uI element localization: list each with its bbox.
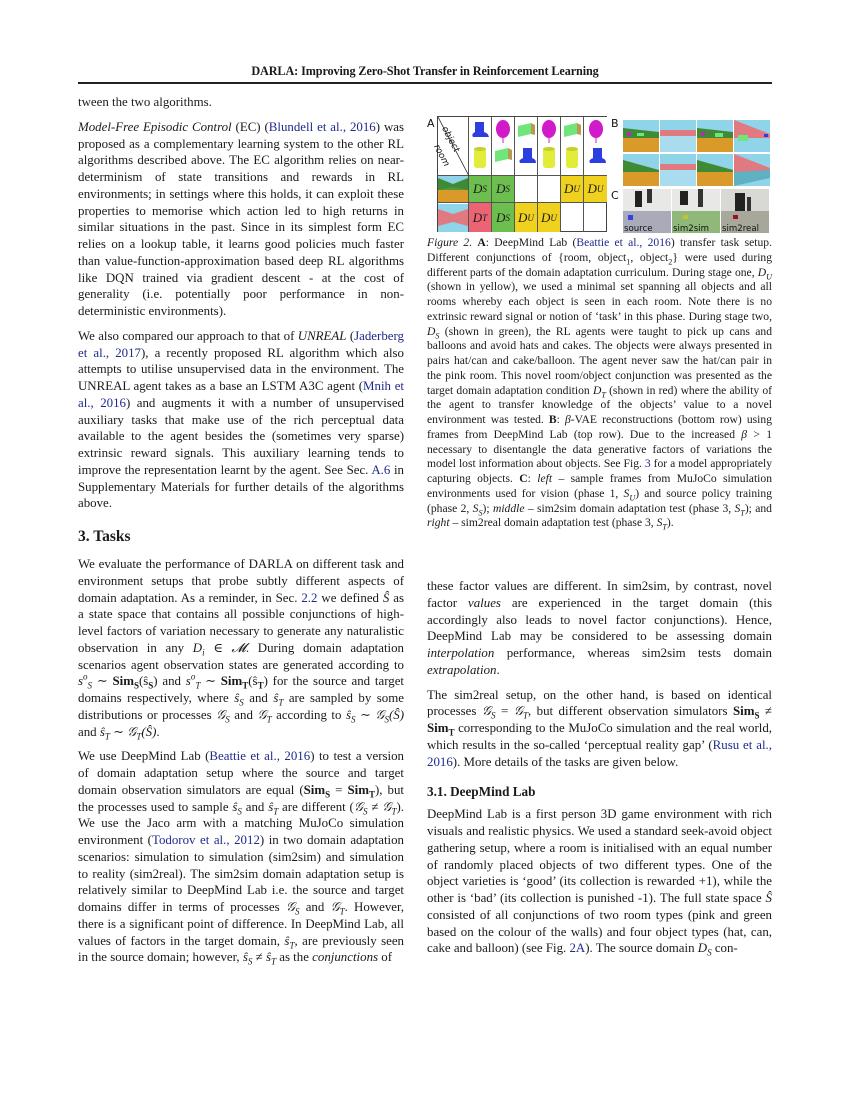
object-pair-6: [584, 117, 607, 176]
frame-sim2sim: [672, 189, 720, 234]
caption-figure-label: Figure 2.: [427, 236, 473, 249]
left-column: [78, 94, 404, 974]
term-ec: Model-Free Episodic Control: [78, 119, 232, 134]
green-room-icon: [438, 176, 468, 202]
cell-pink-5: [561, 203, 584, 232]
cell-green-4: [538, 176, 561, 203]
panel-label-a: A: [427, 117, 435, 130]
ref-section-a6[interactable]: A.6: [371, 462, 391, 477]
right-column: [427, 578, 772, 965]
cell-pink-4: D U: [538, 203, 561, 232]
ref-fig-2a[interactable]: 2A: [569, 941, 586, 956]
object-pair-2: [492, 117, 515, 176]
label-sim2real: sim2real: [722, 224, 759, 234]
caption-citation-beattie[interactable]: Beattie et al., 2016: [576, 236, 671, 249]
panel-label-b: B: [611, 117, 619, 130]
balloon-can-icon: [538, 118, 560, 174]
term-unreal: UNREAL: [297, 328, 347, 343]
balloon-cake-icon: [492, 118, 514, 174]
object-pair-1: [469, 117, 492, 176]
paragraph-interpolation-extrapolation: these factor values are different. In sim2sim, by contrast, novel factor values are experienced in the target domain (this accordingly also leads to novel factor conjunctions). Hence, DeepMind Lab may be considered to be assessing domain interpolation performance, whereas sim2sim tests domain extrapolation.: [427, 579, 772, 677]
cell-green-5: D U: [561, 176, 584, 203]
cell-pink-2: D S: [492, 203, 515, 232]
object-pair-5: [561, 117, 584, 176]
hat-can-icon: [469, 118, 491, 174]
figure-2: [427, 116, 772, 234]
domain-grid: [431, 116, 607, 232]
paragraph-tasks-intro: We evaluate the performance of DARLA on different task and environment setups that probe subtly different aspects of domain adaptation. As a reminder, in Sec. 2.2 we defined Ŝ as a state space that contains all possible conjunctions of high-level factors of variation necessary to generate any naturalistic observation in any $D_i$ ∈ 𝓜. During domain adaptation scenarios agent observation states are generated according to $s^o_S$ ∼ $Sim_S(ŝ_S)$ and $s^o_T$ ∼ $Sim_T(ŝ_T)$ for the source and target domains respectively, where $ŝ_S$ and $ŝ_T$ are sampled by some distributions or processes 𝒢$_S$ and 𝒢$_T$ according to $ŝ_S$ ∼ 𝒢$_S$(Ŝ) and $ŝ_T$ ∼ 𝒢$_T$(Ŝ).: [78, 557, 405, 742]
cake-can-icon: [561, 118, 583, 174]
cell-pink-3: D U: [515, 203, 538, 232]
paragraph-continuation: tween the two algorithms.: [78, 95, 212, 109]
object-pair-4: [538, 117, 561, 176]
paragraph-deepmind-lab: DeepMind Lab is a first person 3D game environment with rich visuals and realistic physics. We used a standard seek-avoid object gathering setup, where a room is initialised with an equal number of randomly placed objects of two different types. One of the object varieties is ‘good’ (its collection is rewarded +1), while the other is ‘bad’ (its collection is punished -1). The full state space Ŝ consisted of all conjunctions of two room types (pink and green based on the colour of the walls) and four object types (hat, can, cake and balloon) (see Fig. 2A). The source domain $D_S$ con-: [427, 807, 772, 958]
paragraph-unreal: We also compared our approach to that of UNREAL (Jaderberg et al., 2017), a recently proposed RL algorithm which also attempts to utilise unsupervised data in the environment. The UNREAL agent takes as a base an LSTM A3C agent (Mnih et al., 2016) and augments it with a number of unsupervised auxiliary tasks that make use of the rich perceptual data available to the agent besides the (sometimes very sparse) extrinsic reward signals. This auxiliary learning tends to improve the representation learnt by the agent. See Sec. A.6 in Supplementary Materials for further details of the algorithms above.: [78, 328, 405, 511]
cake-hat-icon: [515, 118, 537, 174]
frame-sim2real: [721, 189, 769, 234]
citation-jaderberg[interactable]: Jaderberg et al., 2017: [78, 328, 404, 360]
header-rule: [78, 82, 772, 84]
label-object: object: [439, 125, 462, 155]
citation-rusu[interactable]: Rusu et al., 2016: [427, 737, 772, 769]
cell-pink-6: [584, 203, 607, 232]
subsection-heading-deepmind-lab: 3.1. DeepMind Lab: [427, 784, 536, 800]
figure-2-caption: Figure 2. A: DeepMind Lab (Beattie et al., 2016) transfer task setup. Different conjunctions of {room, object$_1$, object$_2$} were used during different parts of the domain adaptation curriculum. During stage one, $D_U$ (shown in yellow), we used a minimal set spanning all objects and all rooms whereby each object is seen in each room. Note there is no extrinsic reward signal or notion of ‘task’ in this phase. During stage two, $D_S$ (shown in green), the RL agents were taught to pick up cans and balloons and avoid hats and cakes. The objects were always presented in pairs hat/can and cake/balloon. The agent never saw the hat/can pair in the pink room. This novel room/object conjunction was presented as the target domain adaptation condition $D_T$ (shown in red) where the ability of the agent to transfer knowledge of the objects’ value to a novel environment was tested. B: β-VAE reconstructions (bottom row) using frames from DeepMind Lab (top row). Due to the increased β > 1 necessary to disentangle the data generative factors of variations the model lost information about objects. See Fig. 3 for a model appropriately capturing objects. C: left – sample frames from MuJoCo simulation environments used for vision (phase 1, $S_U$) and source policy training (phase 2, $S_S$); middle – sim2sim domain adaptation test (phase 3, $S_T$); and right – sim2real domain adaptation test (phase 3, $S_T$).: [427, 236, 773, 532]
citation-beattie[interactable]: Beattie et al., 2016: [209, 749, 311, 764]
cell-green-2: D S: [492, 176, 515, 203]
label-sim2sim: sim2sim: [673, 224, 709, 234]
paragraph-sim2real: The sim2real setup, on the other hand, is based on identical processes 𝒢$_S$ = 𝒢$_T$, but different observation simulators Sim$_S$ ≠ Sim$_T$ corresponding to the MuJoCo simulation and the real world, which results in the so-called ‘perceptual reality gap’ (Rusu et al., 2016). More details of the tasks are given below.: [427, 687, 772, 769]
caption-ref-fig3[interactable]: 3: [644, 457, 651, 471]
paragraph-deepmind-lab-setup: We use DeepMind Lab (Beattie et al., 2016) to test a version of domain adaptation setup where the source and target domain observation simulators are equal (Sim$_S$ = Sim$_T$), but the processes used to sample $ŝ_S$ and $ŝ_T$ are different (𝒢$_S$ ≠ 𝒢$_T$). We use the Jaco arm with a matching MuJoCo simulation environment (Todorov et al., 2012) in two domain adaptation scenarios: simulation to simulation (sim2sim) and simulation to reality (sim2real). The sim2sim domain adaptation setup is relatively similar to DeepMind Lab i.e. the source and target domains differ in terms of processes 𝒢$_S$ and 𝒢$_T$. However, there is a significant point of difference. In DeepMind Lab, all values of factors in the target domain, $ŝ_T$, are previously seen in the source domain; however, $ŝ_S$ ≠ $ŝ_T$ as the conjunctions of: [78, 749, 405, 967]
room-pink-thumbnail: [438, 203, 469, 232]
running-title: DARLA: Improving Zero-Shot Transfer in Reinforcement Learning: [251, 64, 599, 78]
object-pair-3: [515, 117, 538, 176]
jaco-arm-frames: [623, 189, 770, 233]
paragraph-episodic-control: Model-Free Episodic Control (EC) (Blundell et al., 2016) was proposed as a complementary learning system to the other RL algorithms described above. The EC algorithm relies on near-determinism of state transitions and rewards in RL environments; in settings where this holds, it can exploit these properties to memorise which action led to high returns in similar situations in the past. Since in its simplest form EC relies on a lookup table, it learns good policies much faster than value-function-approximation based deep RL algorithms like DQN trained via gradient descent - at the cost of generality (i.e. potentially poor performance in non-deterministic environments).: [78, 119, 404, 318]
reconstruction-frames-image: [623, 120, 770, 186]
section-heading-tasks: 3. Tasks: [78, 528, 131, 545]
citation-mnih[interactable]: Mnih et al., 2016: [78, 379, 404, 410]
cell-green-6: D U: [584, 176, 607, 203]
cell-green-3: [515, 176, 538, 203]
pink-room-icon: [438, 204, 468, 232]
room-green-thumbnail: [438, 176, 469, 203]
citation-todorov[interactable]: Todorov et al., 2012: [151, 833, 260, 847]
frame-source: [623, 189, 671, 234]
balloon-hat-icon: [585, 118, 607, 174]
cell-pink-1: D T: [469, 203, 492, 232]
beta-vae-reconstructions: [623, 120, 770, 186]
label-room: room: [431, 143, 452, 169]
panel-label-c: C: [611, 189, 619, 202]
citation-blundell[interactable]: Blundell et al., 2016: [268, 119, 376, 134]
cell-green-1: D S: [469, 176, 492, 203]
label-source: source: [624, 224, 653, 234]
ref-section-2-2[interactable]: 2.2: [301, 590, 318, 605]
grid-header-cell: [431, 117, 469, 176]
